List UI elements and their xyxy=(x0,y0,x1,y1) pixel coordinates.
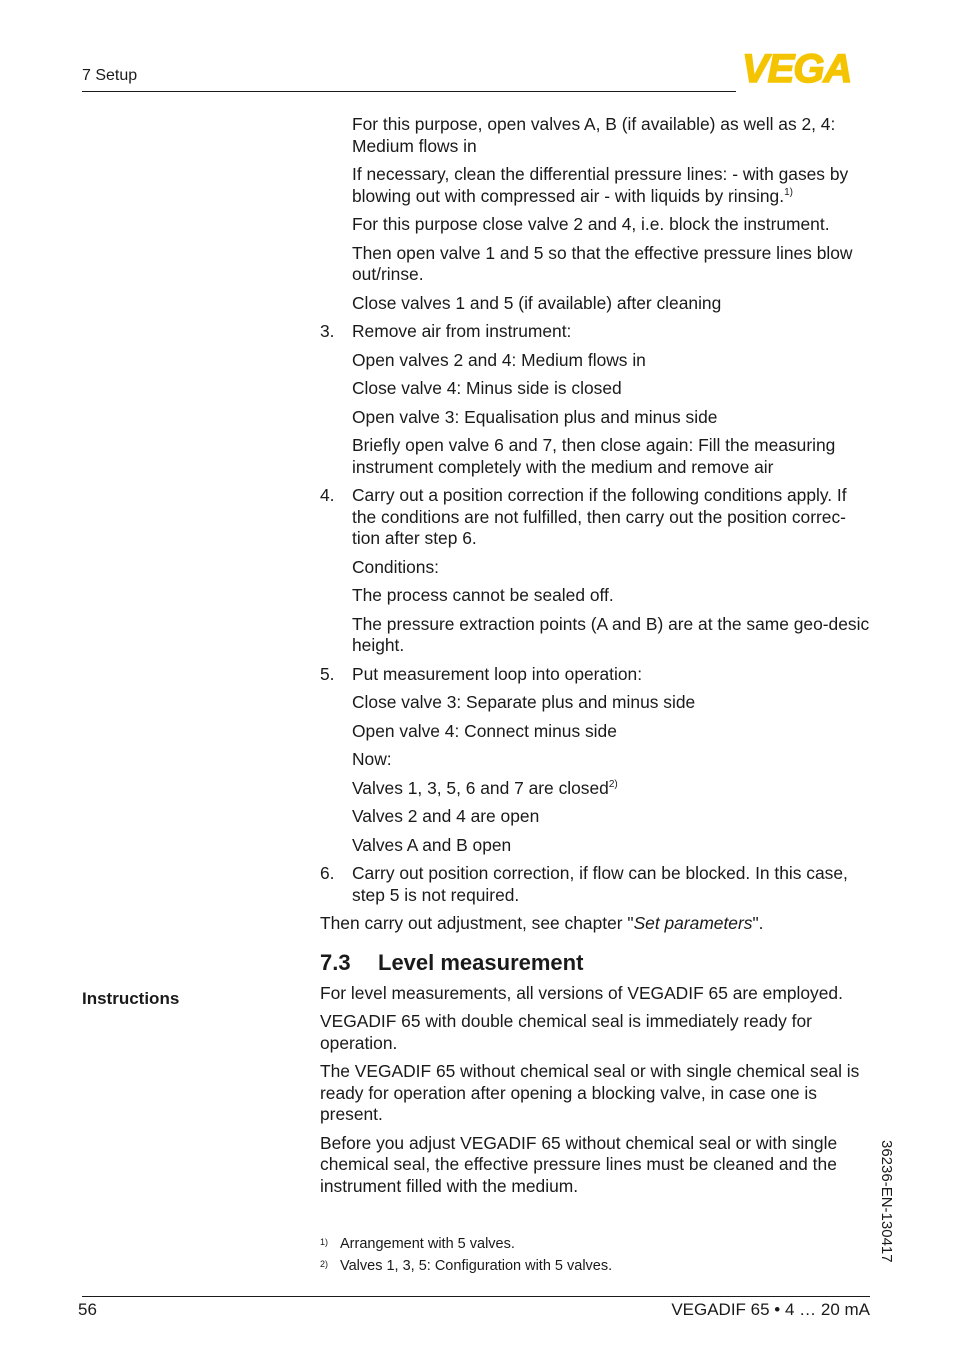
paragraph: Before you adjust VEGADIF 65 without chemical seal or with single chemical seal, the effective pressure lines must be cleaned and the instrument filled with the medium. xyxy=(320,1132,838,1196)
list-item-step-3: 3. Remove air from instrument: xyxy=(320,321,572,341)
paragraph: Open valves 2 and 4: Medium flows in xyxy=(352,349,646,370)
paragraph: Open valve 3: Equalisation plus and minus side xyxy=(352,406,718,427)
footer-rule xyxy=(82,1296,870,1297)
paragraph: For level measurements, all versions of VEGADIF 65 are employed. xyxy=(320,982,843,1003)
paragraph: The pressure extraction points (A and B) are at the same geo-desic height. xyxy=(352,613,870,655)
list-number: 3. xyxy=(320,321,335,341)
paragraph: The VEGADIF 65 without chemical seal or with single chemical seal is ready for operation after opening a blocking valve, in case one is present. xyxy=(320,1061,860,1124)
paragraph: Valves 2 and 4 are open xyxy=(352,806,540,826)
paragraph: For this purpose, open valves A, B (if available) as well as 2, 4: Medium flows in xyxy=(352,114,836,156)
footnote-ref[interactable]: 2) xyxy=(608,778,618,790)
paragraph: Now: xyxy=(352,749,392,769)
section-heading xyxy=(320,949,872,976)
paragraph: Close valves 1 and 5 (if available) after cleaning xyxy=(352,292,722,313)
document-id: 36236-EN-130417 xyxy=(878,1140,895,1263)
vega-logo-text: VEGA xyxy=(742,51,852,85)
list-item-step-6: 6. Carry out position correction, if flow can be blocked. In this case, step 5 is not required. xyxy=(320,863,848,905)
list-item-step-5: 5. Put measurement loop into operation: xyxy=(320,663,643,684)
section-title: Level measurement xyxy=(378,949,584,975)
vega-logo-mark xyxy=(742,51,872,85)
footer-title: VEGADIF 65 • 4 … 20 mA xyxy=(671,1300,870,1319)
header-rule xyxy=(82,91,736,92)
page-number: 56 xyxy=(78,1300,97,1319)
paragraph: Valves A and B open xyxy=(352,834,512,855)
paragraph: If necessary, clean the differential pressure lines: - with gases by blowing out with compressed air - with liquids by rinsing.$^{1)}$ xyxy=(352,164,849,206)
paragraph: Open valve 4: Connect minus side xyxy=(352,720,617,741)
list-number: 4. xyxy=(320,485,335,505)
list-item-step-4: 4. Carry out a position correction if the following conditions apply. If the conditions are not fulfilled, then carry out the position correc-tion after step 6. xyxy=(320,485,847,548)
running-header-section: 7 Setup xyxy=(82,67,138,84)
footnote: 1) Arrangement with 5 valves. xyxy=(320,1236,515,1252)
vega-logo xyxy=(742,51,872,90)
list-number: 6. xyxy=(320,863,335,883)
paragraph: Valves 1, 3, 5, 6 and 7 are closed$^{2)}$ xyxy=(352,777,618,798)
section-number: 7.3 xyxy=(320,949,351,975)
paragraph: VEGADIF 65 with double chemical seal is immediately ready for operation. xyxy=(320,1011,812,1053)
paragraph: The process cannot be sealed off. xyxy=(352,585,614,605)
footnote: 2) Valves 1, 3, 5: Configuration with 5 valves. xyxy=(320,1258,613,1274)
margin-label: Instructions xyxy=(82,989,180,1008)
paragraph: Briefly open valve 6 and 7, then close again: Fill the measuring instrument completely with the medium and remove air xyxy=(352,435,836,477)
chapter-reference: Set parameters xyxy=(633,913,753,933)
paragraph: Close valve 4: Minus side is closed xyxy=(352,378,622,398)
footnote-ref[interactable]: 1) xyxy=(784,186,793,198)
paragraph: Then open valve 1 and 5 so that the effective pressure lines blow out/rinse. xyxy=(352,242,853,284)
main-text xyxy=(320,114,872,1204)
paragraph: For this purpose close valve 2 and 4, i.e. block the instrument. xyxy=(352,214,830,234)
footnotes xyxy=(320,1235,612,1279)
adjustment-note: Then carry out adjustment, see chapter "Set parameters". xyxy=(320,913,764,933)
list-number: 5. xyxy=(320,663,335,684)
paragraph: Close valve 3: Separate plus and minus side xyxy=(352,692,696,712)
paragraph: Conditions: xyxy=(352,556,440,577)
